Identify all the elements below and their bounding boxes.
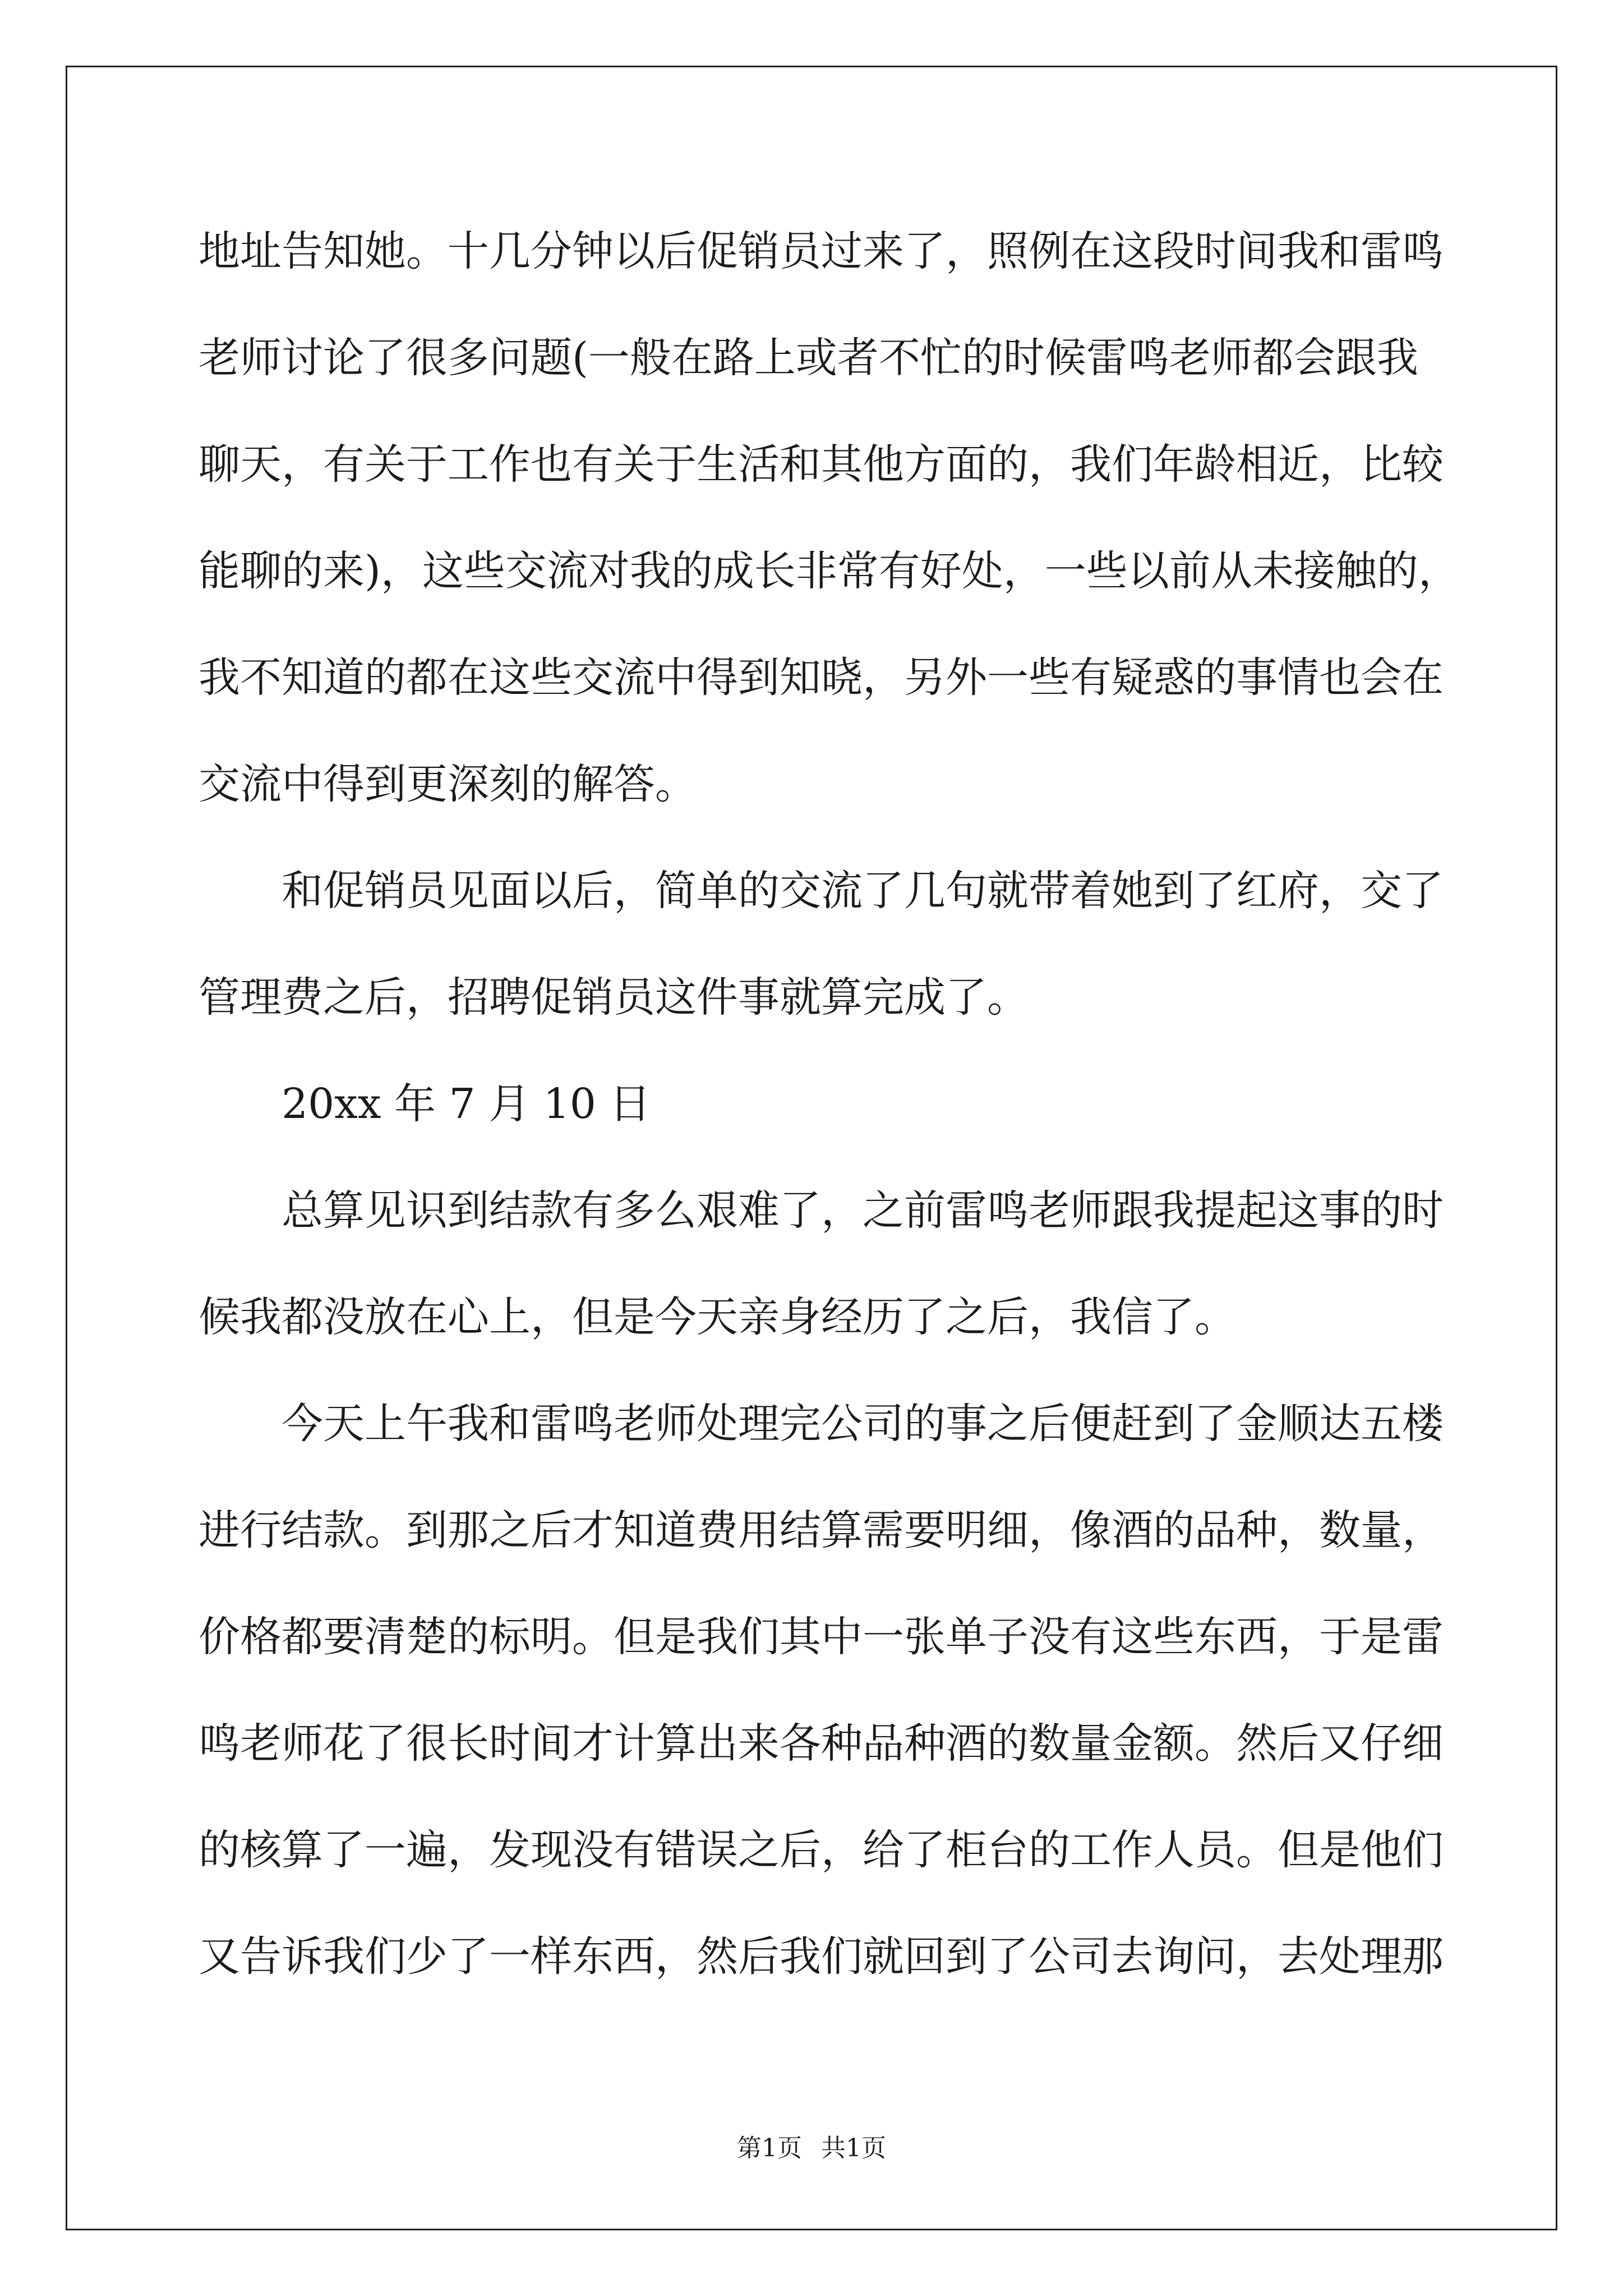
page-number: 第1页 bbox=[737, 2134, 802, 2162]
page-total: 共1页 bbox=[821, 2134, 886, 2162]
text-line: 候我都没放在心上，但是今天亲身经历了之后，我信了。 bbox=[199, 1293, 1236, 1341]
text-line: 今天上午我和雷鸣老师处理完公司的事之后便赶到了金顺达五楼 bbox=[199, 1400, 1444, 1448]
text-line: 价格都要清楚的标明。但是我们其中一张单子没有这些东西，于是雷 bbox=[199, 1613, 1444, 1661]
text-line: 聊天，有关于工作也有关于生活和其他方面的，我们年龄相近，比较 bbox=[199, 440, 1444, 489]
text-line: 又告诉我们少了一样东西，然后我们就回到了公司去询问，去处理那 bbox=[199, 1932, 1444, 1981]
text-line: 管理费之后，招聘促销员这件事就算完成了。 bbox=[199, 973, 1029, 1022]
date-line: 20xx 年 7 月 10 日 bbox=[199, 1080, 651, 1128]
page-footer bbox=[0, 2132, 1623, 2165]
text-line: 交流中得到更深刻的解答。 bbox=[199, 760, 697, 808]
text-line: 老师讨论了很多问题(一般在路上或者不忙的时候雷鸣老师都会跟我 bbox=[199, 334, 1418, 382]
text-line: 鸣老师花了很长时间才计算出来各种品种酒的数量金额。然后又仔细 bbox=[199, 1719, 1444, 1768]
text-line: 地址告知她。十几分钟以后促销员过来了，照例在这段时间我和雷鸣 bbox=[199, 227, 1444, 275]
text-line: 和促销员见面以后，简单的交流了几句就带着她到了红府，交了 bbox=[199, 867, 1444, 915]
text-line: 的核算了一遍，发现没有错误之后，给了柜台的工作人员。但是他们 bbox=[199, 1826, 1444, 1874]
text-line: 总算见识到结款有多么艰难了，之前雷鸣老师跟我提起这事的时 bbox=[199, 1186, 1444, 1235]
text-line: 我不知道的都在这些交流中得到知晓，另外一些有疑惑的事情也会在 bbox=[199, 654, 1444, 702]
text-line: 能聊的来)，这些交流对我的成长非常有好处，一些以前从未接触的， bbox=[199, 547, 1460, 595]
text-line: 进行结款。到那之后才知道费用结算需要明细，像酒的品种，数量， bbox=[199, 1506, 1444, 1554]
